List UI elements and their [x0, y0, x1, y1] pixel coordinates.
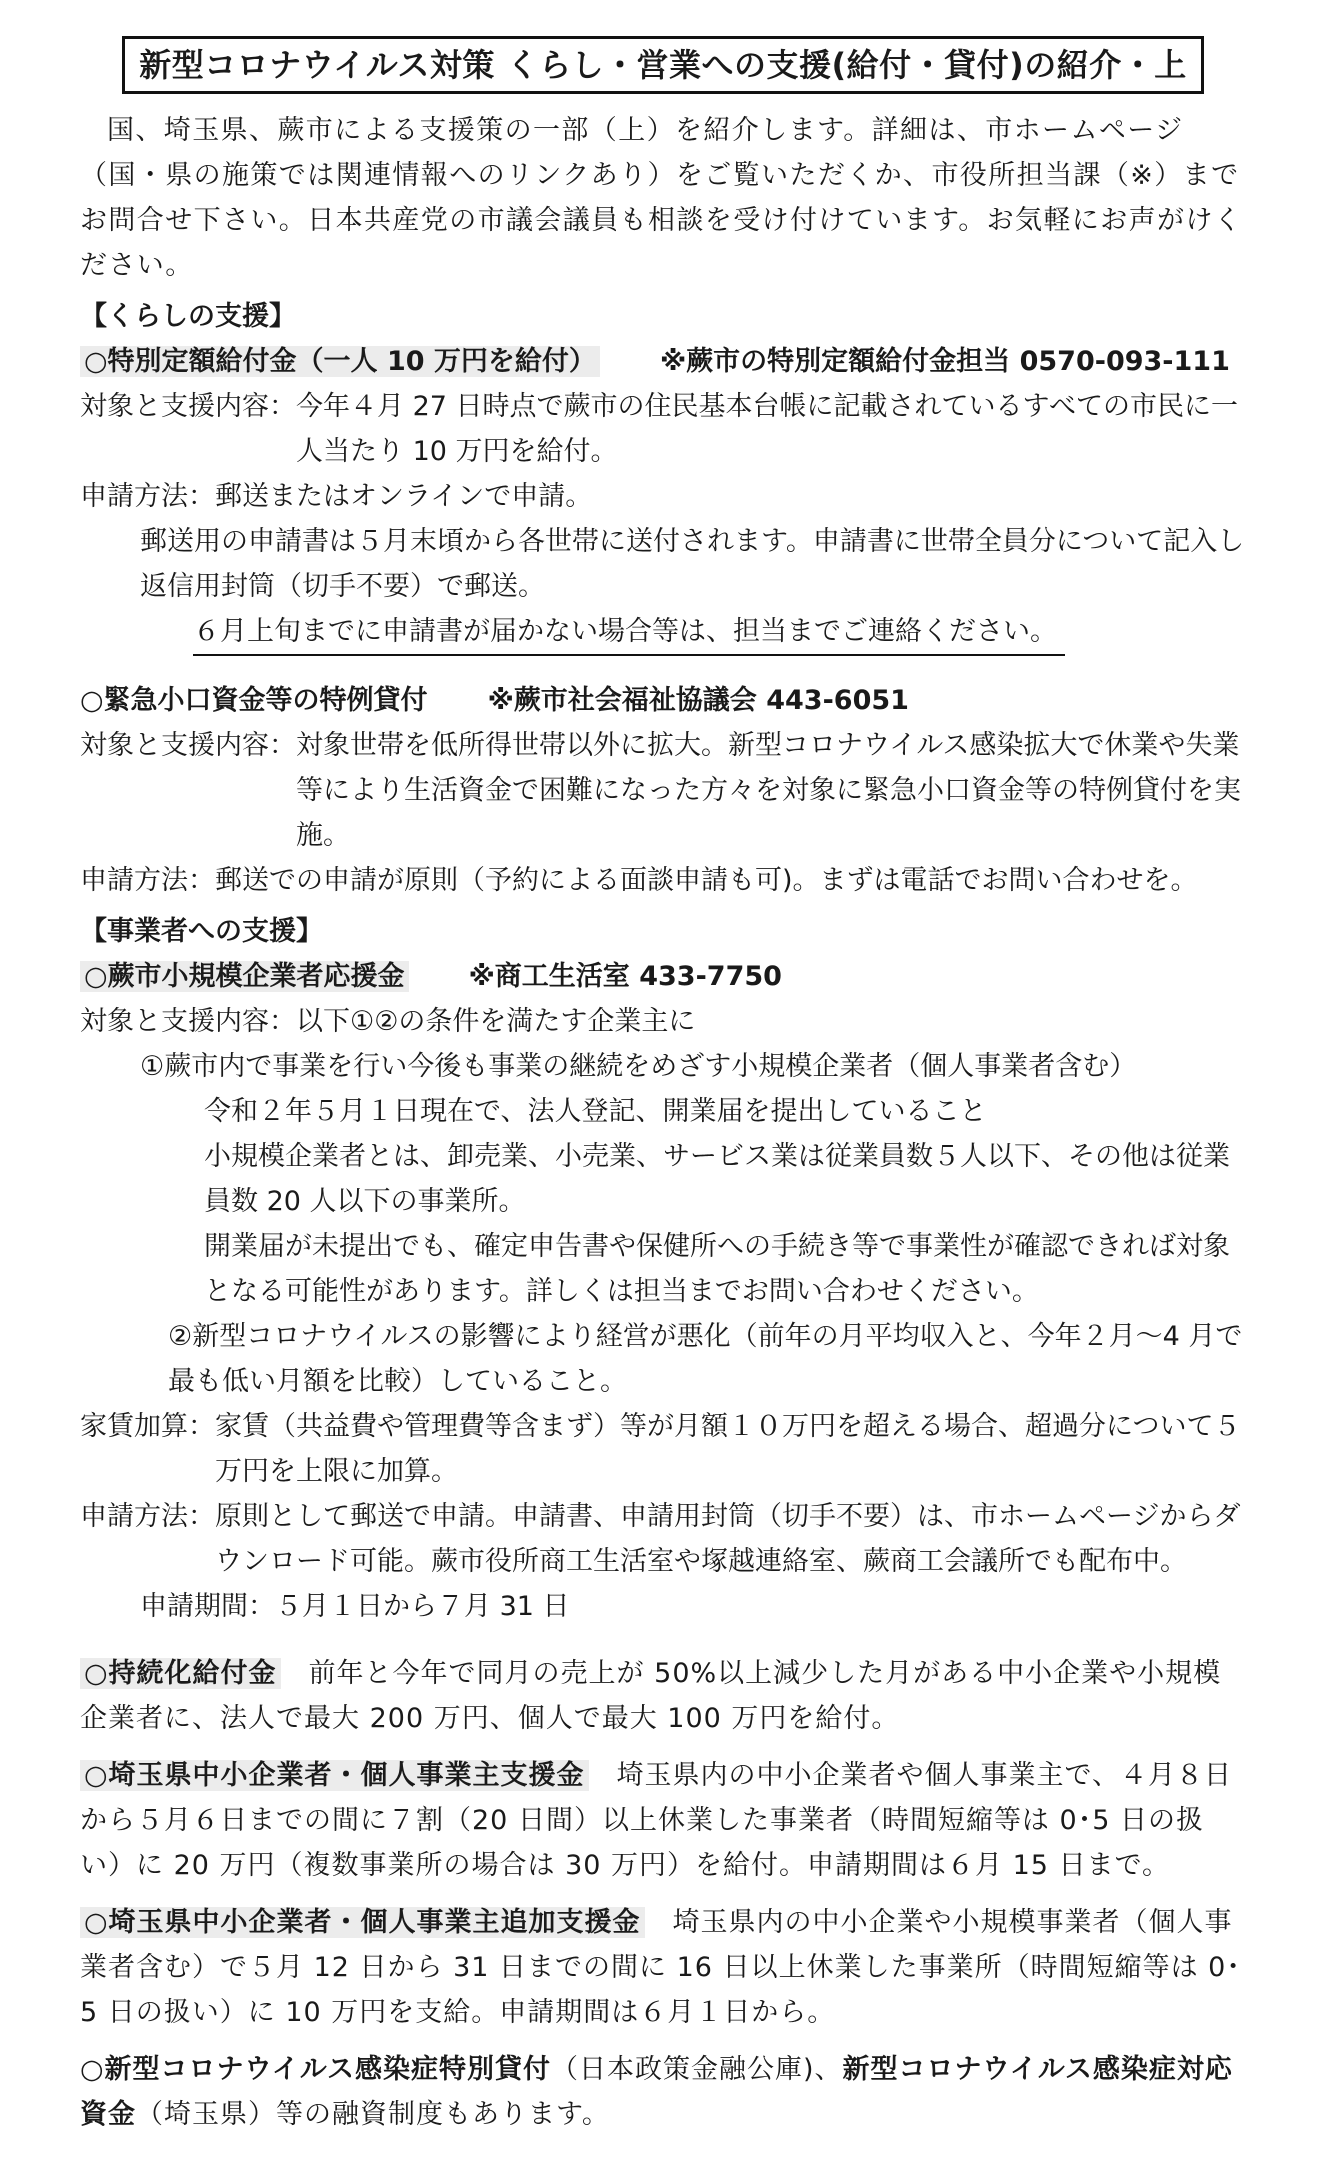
condition-1-b: 小規模企業者とは、卸売業、小売業、サービス業は従業員数５人以下、その他は従業員数 20 人以下の事業所。 — [204, 1141, 1230, 1217]
section-heading-living: 【くらしの支援】 — [80, 301, 296, 332]
apply-row — [80, 474, 1246, 519]
rent-row — [80, 1404, 1246, 1494]
notice-underlined: ６月上旬までに申請書が届かない場合等は、担当までご連絡ください。 — [193, 610, 1065, 656]
item-name: ○埼玉県中小企業者・個人事業主追加支援金 — [80, 1907, 645, 1938]
rent-text: 家賃（共益費や管理費等含まず）等が月額１０万円を超える場合、超過分について５万円を上限に加算。 — [215, 1411, 1241, 1487]
condition-1: ①蕨市内で事業を行い今後も事業の継続をめざす小規模企業者（個人事業者含む） — [140, 1051, 1137, 1082]
item-name: ○持続化給付金 — [80, 1658, 281, 1689]
item-contact: ※蕨市社会福祉協議会 443-6051 — [487, 685, 909, 716]
section-heading-business: 【事業者への支援】 — [80, 916, 323, 947]
item-saitama-additional — [80, 1900, 1246, 2035]
item-heading-emergency-loan — [80, 678, 1246, 723]
condition-1-a: 令和２年５月１日現在で、法人登記、開業届を提出していること — [204, 1096, 987, 1127]
apply-label: 申請方法： — [80, 1501, 215, 1532]
target-text: 対象世帯を低所得世帯以外に拡大。新型コロナウイルス感染拡大で休業や失業等により生活資金で困難になった方々を対象に緊急小口資金等の特例貸付を実施。 — [296, 730, 1241, 851]
spacer — [80, 656, 1246, 678]
intro-paragraph: 国、埼玉県、蕨市による支援策の一部（上）を紹介します。詳細は、市ホームページ（国・県の施策では関連情報へのリンクあり）をご覧いただくか、市役所担当課（※）までお問合せ下さい。日本共産党の市議会議員も相談を受け付けています。お気軽にお声がけください。 — [80, 115, 1243, 281]
rent-label: 家賃加算： — [80, 1411, 215, 1442]
spacer — [80, 1741, 1246, 1753]
item-name-1: ○新型コロナウイルス感染症特別貸付 — [80, 2054, 551, 2085]
target-label: 対象と支援内容： — [80, 391, 296, 422]
item-text: 埼玉県内の中小企業者や個人事業主で、４月８日から５月６日までの間に７割（20 日間）以上休業した事業者（時間短縮等は 0･5 日の扱い）に 20 万円（複数事業所の場合は 30 万円）を給付。申請期間は６月 15 日まで。 — [80, 1760, 1233, 1881]
apply-label: 申請方法： — [80, 865, 215, 896]
item-name: ○特別定額給付金（一人 10 万円を給付） — [80, 346, 600, 377]
apply-row — [80, 858, 1246, 903]
target-row — [80, 723, 1246, 858]
condition-2: ②新型コロナウイルスの影響により経営が悪化（前年の月平均収入と、今年２月～4 月で最も低い月額を比較）していること。 — [168, 1321, 1243, 1397]
item-sustain-benefit — [80, 1651, 1246, 1741]
target-text: 以下①②の条件を満たす企業主に — [296, 1006, 696, 1037]
item-text: 埼玉県内の中小企業や小規模事業者（個人事業者含む）で５月 12 日から 31 日までの間に 16 日以上休業した事業所（時間短縮等は 0･5 日の扱い）に 10 万円を支給。申請期間は６月１日から。 — [80, 1907, 1241, 2028]
item-contact: ※商工生活室 433-7750 — [468, 961, 782, 992]
title-wrap — [80, 36, 1246, 94]
item-org-2: （埼玉県）等の融資制度もあります。 — [136, 2099, 610, 2130]
spacer — [80, 1888, 1246, 1900]
spacer — [80, 2035, 1246, 2047]
item-heading-special-benefit — [80, 339, 1246, 384]
item-name-2: 新型コロナウイルス感染症対応資金 — [80, 2054, 1233, 2130]
apply-detail: 郵送用の申請書は５月末頃から各世帯に送付されます。申請書に世帯全員分について記入し返信用封筒（切手不要）で郵送。 — [140, 526, 1245, 602]
item-heading-small-business — [80, 954, 1246, 999]
target-label: 対象と支援内容： — [80, 1006, 296, 1037]
apply-label: 申請方法： — [80, 481, 215, 512]
condition-1-c: 開業届が未提出でも、確定申告書や保健所への手続き等で事業性が確認できれば対象となる可能性があります。詳しくは担当までお問い合わせください。 — [204, 1231, 1230, 1307]
target-row — [80, 384, 1246, 474]
item-loans — [80, 2047, 1246, 2137]
item-contact: ※蕨市の特別定額給付金担当 0570-093-111 — [659, 346, 1230, 377]
item-name: ○蕨市小規模企業者応援金 — [80, 961, 409, 992]
item-org-1: （日本政策金融公庫)、 — [550, 2054, 843, 2085]
item-saitama-support — [80, 1753, 1246, 1888]
page-title: 新型コロナウイルス対策 くらし・営業への支援(給付・貸付)の紹介・上 — [122, 36, 1203, 94]
target-text: 今年４月 27 日時点で蕨市の住民基本台帳に記載されているすべての市民に一人当たり 10 万円を給付。 — [296, 391, 1238, 467]
item-name: ○埼玉県中小企業者・個人事業主支援金 — [80, 1760, 589, 1791]
apply-text: 郵送での申請が原則（予約による面談申請も可)。まずは電話でお問い合わせを。 — [215, 865, 1198, 896]
apply-text: 郵送またはオンラインで申請。 — [215, 481, 593, 512]
apply-row — [80, 1494, 1246, 1584]
target-label: 対象と支援内容： — [80, 730, 296, 761]
target-row — [80, 999, 1246, 1044]
item-name: ○緊急小口資金等の特例貸付 — [80, 685, 428, 716]
apply-period: 申請期間：５月１日から７月 31 日 — [140, 1591, 570, 1622]
apply-text: 原則として郵送で申請。申請書、申請用封筒（切手不要）は、市ホームページからダウンロード可能。蕨市役所商工生活室や塚越連絡室、蕨商工会議所でも配布中。 — [215, 1501, 1241, 1577]
spacer — [80, 1629, 1246, 1651]
item-text: 前年と今年で同月の売上が 50%以上減少した月がある中小企業や小規模企業者に、法人で最大 200 万円、個人で最大 100 万円を給付。 — [80, 1658, 1222, 1734]
